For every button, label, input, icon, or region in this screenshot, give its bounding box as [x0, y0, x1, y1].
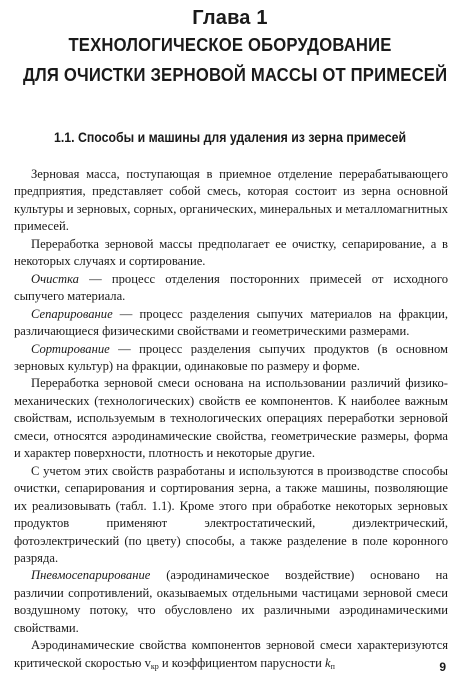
paragraph-text: — процесс разделения сыпучих продуктов (в основном зерновых культур) на фракции, одинаковые по размеру и форме.: [14, 341, 448, 373]
velocity-symbol: v: [144, 655, 151, 670]
paragraph: [14, 637, 448, 675]
paragraph-text: (аэродинамическое воздействие) основано на различии сопротивлений, оказываемых отдельными частицами зерновой смеси воздушному потоку, что обусловлено их различными аэродинамическими свойствами.: [14, 568, 448, 635]
paragraph-text: и коэффициентом парусности: [158, 655, 326, 670]
defined-term: Очистка: [31, 271, 79, 286]
paragraph-text: Аэродинамические свойства компонентов зерновой смеси характеризуются критической скоростью: [14, 638, 448, 670]
chapter-title-line-2: ДЛЯ ОЧИСТКИ ЗЕРНОВОЙ МАССЫ ОТ ПРИМЕСЕЙ: [23, 64, 448, 85]
velocity-subscript: кр: [150, 661, 159, 671]
chapter-number: Глава 1: [192, 7, 268, 29]
windage-subscript: п: [330, 661, 335, 671]
paragraph-text: Переработка зерновой массы предполагает ее очистку, сепарирование, а в некоторых случаях и сортирование.: [14, 236, 448, 269]
page-number: 9: [439, 660, 446, 674]
definition-paragraph: [14, 341, 448, 376]
defined-term: Сортирование: [31, 341, 110, 356]
definition-paragraph: [14, 306, 448, 341]
definition-paragraph: [14, 271, 448, 306]
paragraph-text: Зерновая масса, поступающая в приемное отделение перерабатывающего предприятия, представляет собой смесь, которая состоит из зерна основной культуры и зерновых, сорных, органических, минеральных и металломагнитных примесей.: [14, 167, 448, 234]
paragraph-text: — процесс отделения посторонних примесей от исходного сыпучего материала.: [14, 271, 448, 304]
defined-term: Сепарирование: [31, 306, 113, 321]
chapter-title-line-1: ТЕХНОЛОГИЧЕСКОЕ ОБОРУДОВАНИЕ: [68, 34, 392, 55]
chapter-heading: [0, 6, 460, 90]
paragraph-text: Переработка зерновой смеси основана на использовании различий физико-механических (технологических) свойств ее компонентов. К наиболее важным свойствам, используемым в технологических операциях переработки зерновой смеси, относятся аэродинамические свойства, геометрические размеры, форма и характер поверхности, плотность и некоторые другие.: [14, 376, 448, 461]
defined-term: Пневмосепарирование: [31, 568, 151, 583]
section-title: 1.1. Способы и машины для удаления из зерна примесей: [53, 129, 407, 145]
definition-paragraph: [14, 567, 448, 637]
paragraph: [14, 463, 448, 568]
paragraph: [14, 236, 448, 271]
body-text: [14, 166, 448, 675]
paragraph-text: С учетом этих свойств разработаны и используются в производстве способы очистки, сепарирования и сортирования зерна, а также машины, позволяющие их реализовывать (табл. 1.1). Кроме этого при обработке некоторых зерновых продуктов применяют электростатический, диэлектрический, фотоэлектрический (по цвету) способы, а также разделение в поле коронного разряда.: [14, 463, 448, 565]
paragraph-text: — процесс разделения сыпучих материалов на фракции, различающиеся физическими свойствами и геометрическими размерами.: [14, 306, 448, 339]
paragraph: [14, 166, 448, 236]
windage-symbol: k: [325, 655, 331, 670]
paragraph: [14, 375, 448, 462]
